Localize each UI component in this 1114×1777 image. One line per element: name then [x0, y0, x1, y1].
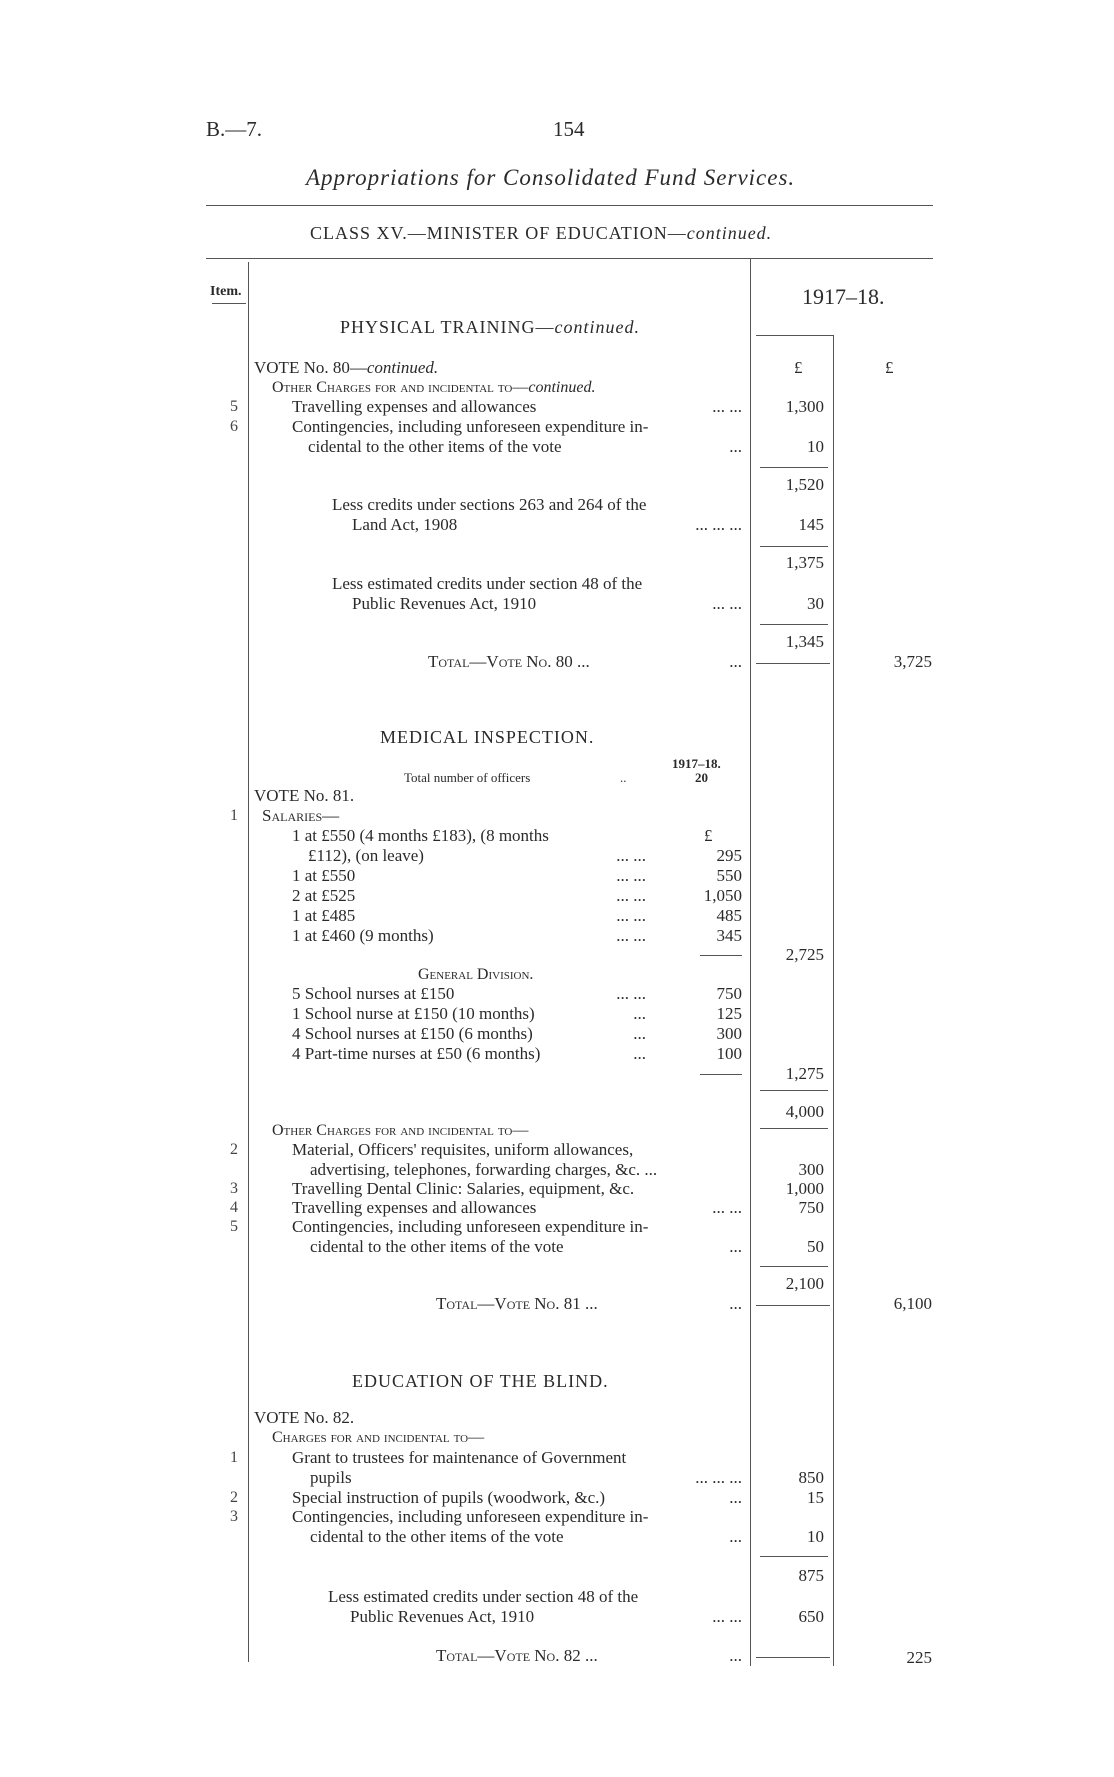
leader-dots: ... [729, 1646, 742, 1665]
salary-amount: 550 [716, 866, 742, 885]
line-text-cont: advertising, telephones, forwarding charges, &c. ... [310, 1160, 658, 1179]
vote-80-label: VOTE No. 80—continued. [254, 358, 439, 377]
leader-dots: ... [633, 1004, 646, 1023]
salary-amount: 345 [716, 926, 742, 945]
salary-amount: 1,050 [703, 886, 742, 905]
item-column-rule [248, 262, 249, 1662]
item-header-rule [212, 303, 246, 304]
salaries-heading: Salaries— [262, 806, 340, 825]
salary-amount: 295 [716, 846, 742, 865]
sum-rule [700, 1074, 742, 1075]
officers-count: 20 [695, 770, 708, 785]
vote-total-label: Total—Vote No. 80 ... [428, 652, 590, 671]
nurse-line: 1 School nurse at £150 (10 months) [292, 1004, 535, 1023]
sum-rule [760, 467, 828, 468]
total-rule [756, 663, 830, 664]
line-text: Travelling expenses and allowances [292, 397, 537, 416]
page-title: Appropriations for Consolidated Fund Services. [306, 165, 796, 190]
amount: 1,300 [785, 397, 824, 416]
item-number: 2 [230, 1141, 238, 1158]
line-text-cont: pupils [310, 1468, 352, 1487]
sum-rule [700, 955, 742, 956]
amount: 10 [807, 437, 824, 456]
leader-dots: ... [633, 1024, 646, 1043]
leader-dots: ... ... [712, 1607, 742, 1626]
leader-dots: ... ... [616, 886, 646, 905]
item-number: 5 [230, 398, 238, 415]
salaries-sum: 4,000 [785, 1102, 824, 1121]
pound-sign-col1: £ [794, 358, 803, 377]
amount-column-rule [833, 335, 834, 1666]
line-text-cont: cidental to the other items of the vote [308, 437, 562, 456]
line-text: Special instruction of pupils (woodwork, &c.) [292, 1488, 606, 1507]
leader-dots: ... [729, 437, 742, 456]
sum-rule [760, 624, 828, 625]
year-column-header: 1917–18. [802, 284, 885, 309]
less-credits-line: Less estimated credits under section 48 of the [328, 1587, 639, 1606]
physical-training-heading: PHYSICAL TRAINING—continued. [340, 317, 640, 337]
sum-rule [760, 1090, 828, 1091]
leader-dots: ... [633, 1044, 646, 1063]
other-charges-total: 2,100 [785, 1274, 824, 1293]
item-number: 6 [230, 418, 238, 435]
sum-rule [760, 1266, 828, 1267]
vote-81-label: VOTE No. 81. [254, 786, 355, 805]
salary-line: 1 at £550 [292, 866, 356, 885]
leader-dots: ... ... [616, 846, 646, 865]
line-text: Grant to trustees for maintenance of Government [292, 1448, 627, 1467]
leader-dots: ... ... ... [695, 1468, 742, 1487]
salary-line: 1 at £485 [292, 906, 356, 925]
amount: 145 [798, 515, 824, 534]
nurse-amount: 125 [716, 1004, 742, 1023]
amount: 1,000 [785, 1179, 824, 1198]
amount: 50 [807, 1237, 824, 1256]
item-column-header: Item. [210, 284, 242, 299]
total-rule [756, 1305, 830, 1306]
vote-total-label: Total—Vote No. 81 ... [436, 1294, 598, 1313]
leader-dots: ... ... [712, 594, 742, 613]
leader-dots: ... ... [712, 397, 742, 416]
vote-total-label: Total—Vote No. 82 ... [436, 1646, 598, 1665]
salary-line-cont: £112), (on leave) [308, 846, 424, 865]
leader-dots: ... [729, 1237, 742, 1256]
line-text: Material, Officers' requisites, uniform allowances, [292, 1140, 634, 1159]
document-reference: B.—7. [206, 117, 263, 141]
nurse-amount: 100 [716, 1044, 742, 1063]
less-credits-line: Less estimated credits under section 48 of the [332, 574, 643, 593]
leader-dots: ... [729, 652, 742, 671]
leader-dots: ... ... [616, 984, 646, 1003]
line-text: Travelling expenses and allowances [292, 1198, 537, 1217]
subtotal: 1,375 [785, 553, 824, 572]
other-charges-heading: Other Charges for and incidental to—continued. [272, 379, 596, 396]
line-text: Contingencies, including unforeseen expenditure in- [292, 417, 649, 436]
leader-dots: ... ... [712, 1198, 742, 1217]
amount: 850 [798, 1468, 824, 1487]
amount: 750 [798, 1198, 824, 1217]
other-charges-heading: Other Charges for and incidental to— [272, 1122, 529, 1139]
vote-total: 6,100 [893, 1294, 932, 1313]
item-number: 3 [230, 1180, 238, 1197]
title-rule [206, 205, 933, 206]
line-text-cont: cidental to the other items of the vote [310, 1237, 564, 1256]
leader-dots: ... ... [616, 926, 646, 945]
sum-rule [760, 1556, 828, 1557]
amount: 30 [807, 594, 824, 613]
subtotal: 875 [798, 1566, 824, 1585]
charges-heading: Charges for and incidental to— [272, 1429, 485, 1446]
vote-total: 3,725 [893, 652, 932, 671]
vote-total: 225 [906, 1648, 932, 1667]
general-division-heading: General Division. [418, 966, 534, 983]
leader-dots: ... [729, 1294, 742, 1313]
item-number: 1 [230, 1449, 238, 1466]
year-header-rule [756, 335, 833, 336]
less-credits-line: Less credits under sections 263 and 264 of the [332, 495, 647, 514]
item-number: 3 [230, 1508, 238, 1525]
leader-dots: ... [729, 1488, 742, 1507]
salary-line: 2 at £525 [292, 886, 356, 905]
pound-sign-col2: £ [885, 358, 894, 377]
salary-amount: 485 [716, 906, 742, 925]
leader-dots: .. [620, 770, 627, 785]
leader-dots: ... [729, 1527, 742, 1546]
year-column-rule [750, 258, 751, 1666]
amount: 15 [807, 1488, 824, 1507]
medical-inspection-heading: MEDICAL INSPECTION. [380, 727, 595, 747]
nurse-line: 4 Part-time nurses at £50 (6 months) [292, 1044, 541, 1063]
nurse-amount: 750 [716, 984, 742, 1003]
vote-82-label: VOTE No. 82. [254, 1408, 355, 1427]
less-credits-line: Public Revenues Act, 1910 [350, 1607, 535, 1626]
less-credits-line: Public Revenues Act, 1910 [352, 594, 537, 613]
leader-dots: ... ... [616, 866, 646, 885]
page-number: 154 [553, 117, 585, 141]
nurse-line: 4 School nurses at £150 (6 months) [292, 1024, 533, 1043]
item-number: 1 [230, 807, 238, 824]
leader-dots: ... ... ... [695, 515, 742, 534]
class-rule [206, 258, 933, 259]
line-text: Contingencies, including unforeseen expenditure in- [292, 1217, 649, 1236]
amount: 10 [807, 1527, 824, 1546]
class-heading: CLASS XV.—MINISTER OF EDUCATION—continued. [310, 223, 773, 243]
line-text: Contingencies, including unforeseen expenditure in- [292, 1507, 649, 1526]
sum-rule [760, 546, 828, 547]
salaries-total: 2,725 [785, 945, 824, 964]
item-number: 2 [230, 1489, 238, 1506]
total-rule [756, 1657, 830, 1658]
leader-dots: ... ... [616, 906, 646, 925]
education-of-blind-heading: EDUCATION OF THE BLIND. [352, 1371, 609, 1391]
nurse-line: 5 School nurses at £150 [292, 984, 455, 1003]
nurse-amount: 300 [716, 1024, 742, 1043]
subtotal: 1,520 [785, 475, 824, 494]
salary-line: 1 at £550 (4 months £183), (8 months [292, 826, 549, 845]
amount: 300 [798, 1160, 824, 1179]
salaries-pound-sign: £ [704, 826, 713, 845]
item-number: 5 [230, 1218, 238, 1235]
salary-line: 1 at £460 (9 months) [292, 926, 434, 945]
item-number: 4 [230, 1199, 238, 1216]
sum-rule [760, 1128, 828, 1129]
amount: 650 [798, 1607, 824, 1626]
subtotal: 1,345 [785, 632, 824, 651]
officers-year: 1917–18. [672, 756, 721, 771]
general-division-total: 1,275 [785, 1064, 824, 1083]
line-text-cont: cidental to the other items of the vote [310, 1527, 564, 1546]
line-text: Travelling Dental Clinic: Salaries, equipment, &c. [292, 1179, 635, 1198]
officers-label: Total number of officers [404, 770, 531, 785]
less-credits-line: Land Act, 1908 [352, 515, 458, 534]
